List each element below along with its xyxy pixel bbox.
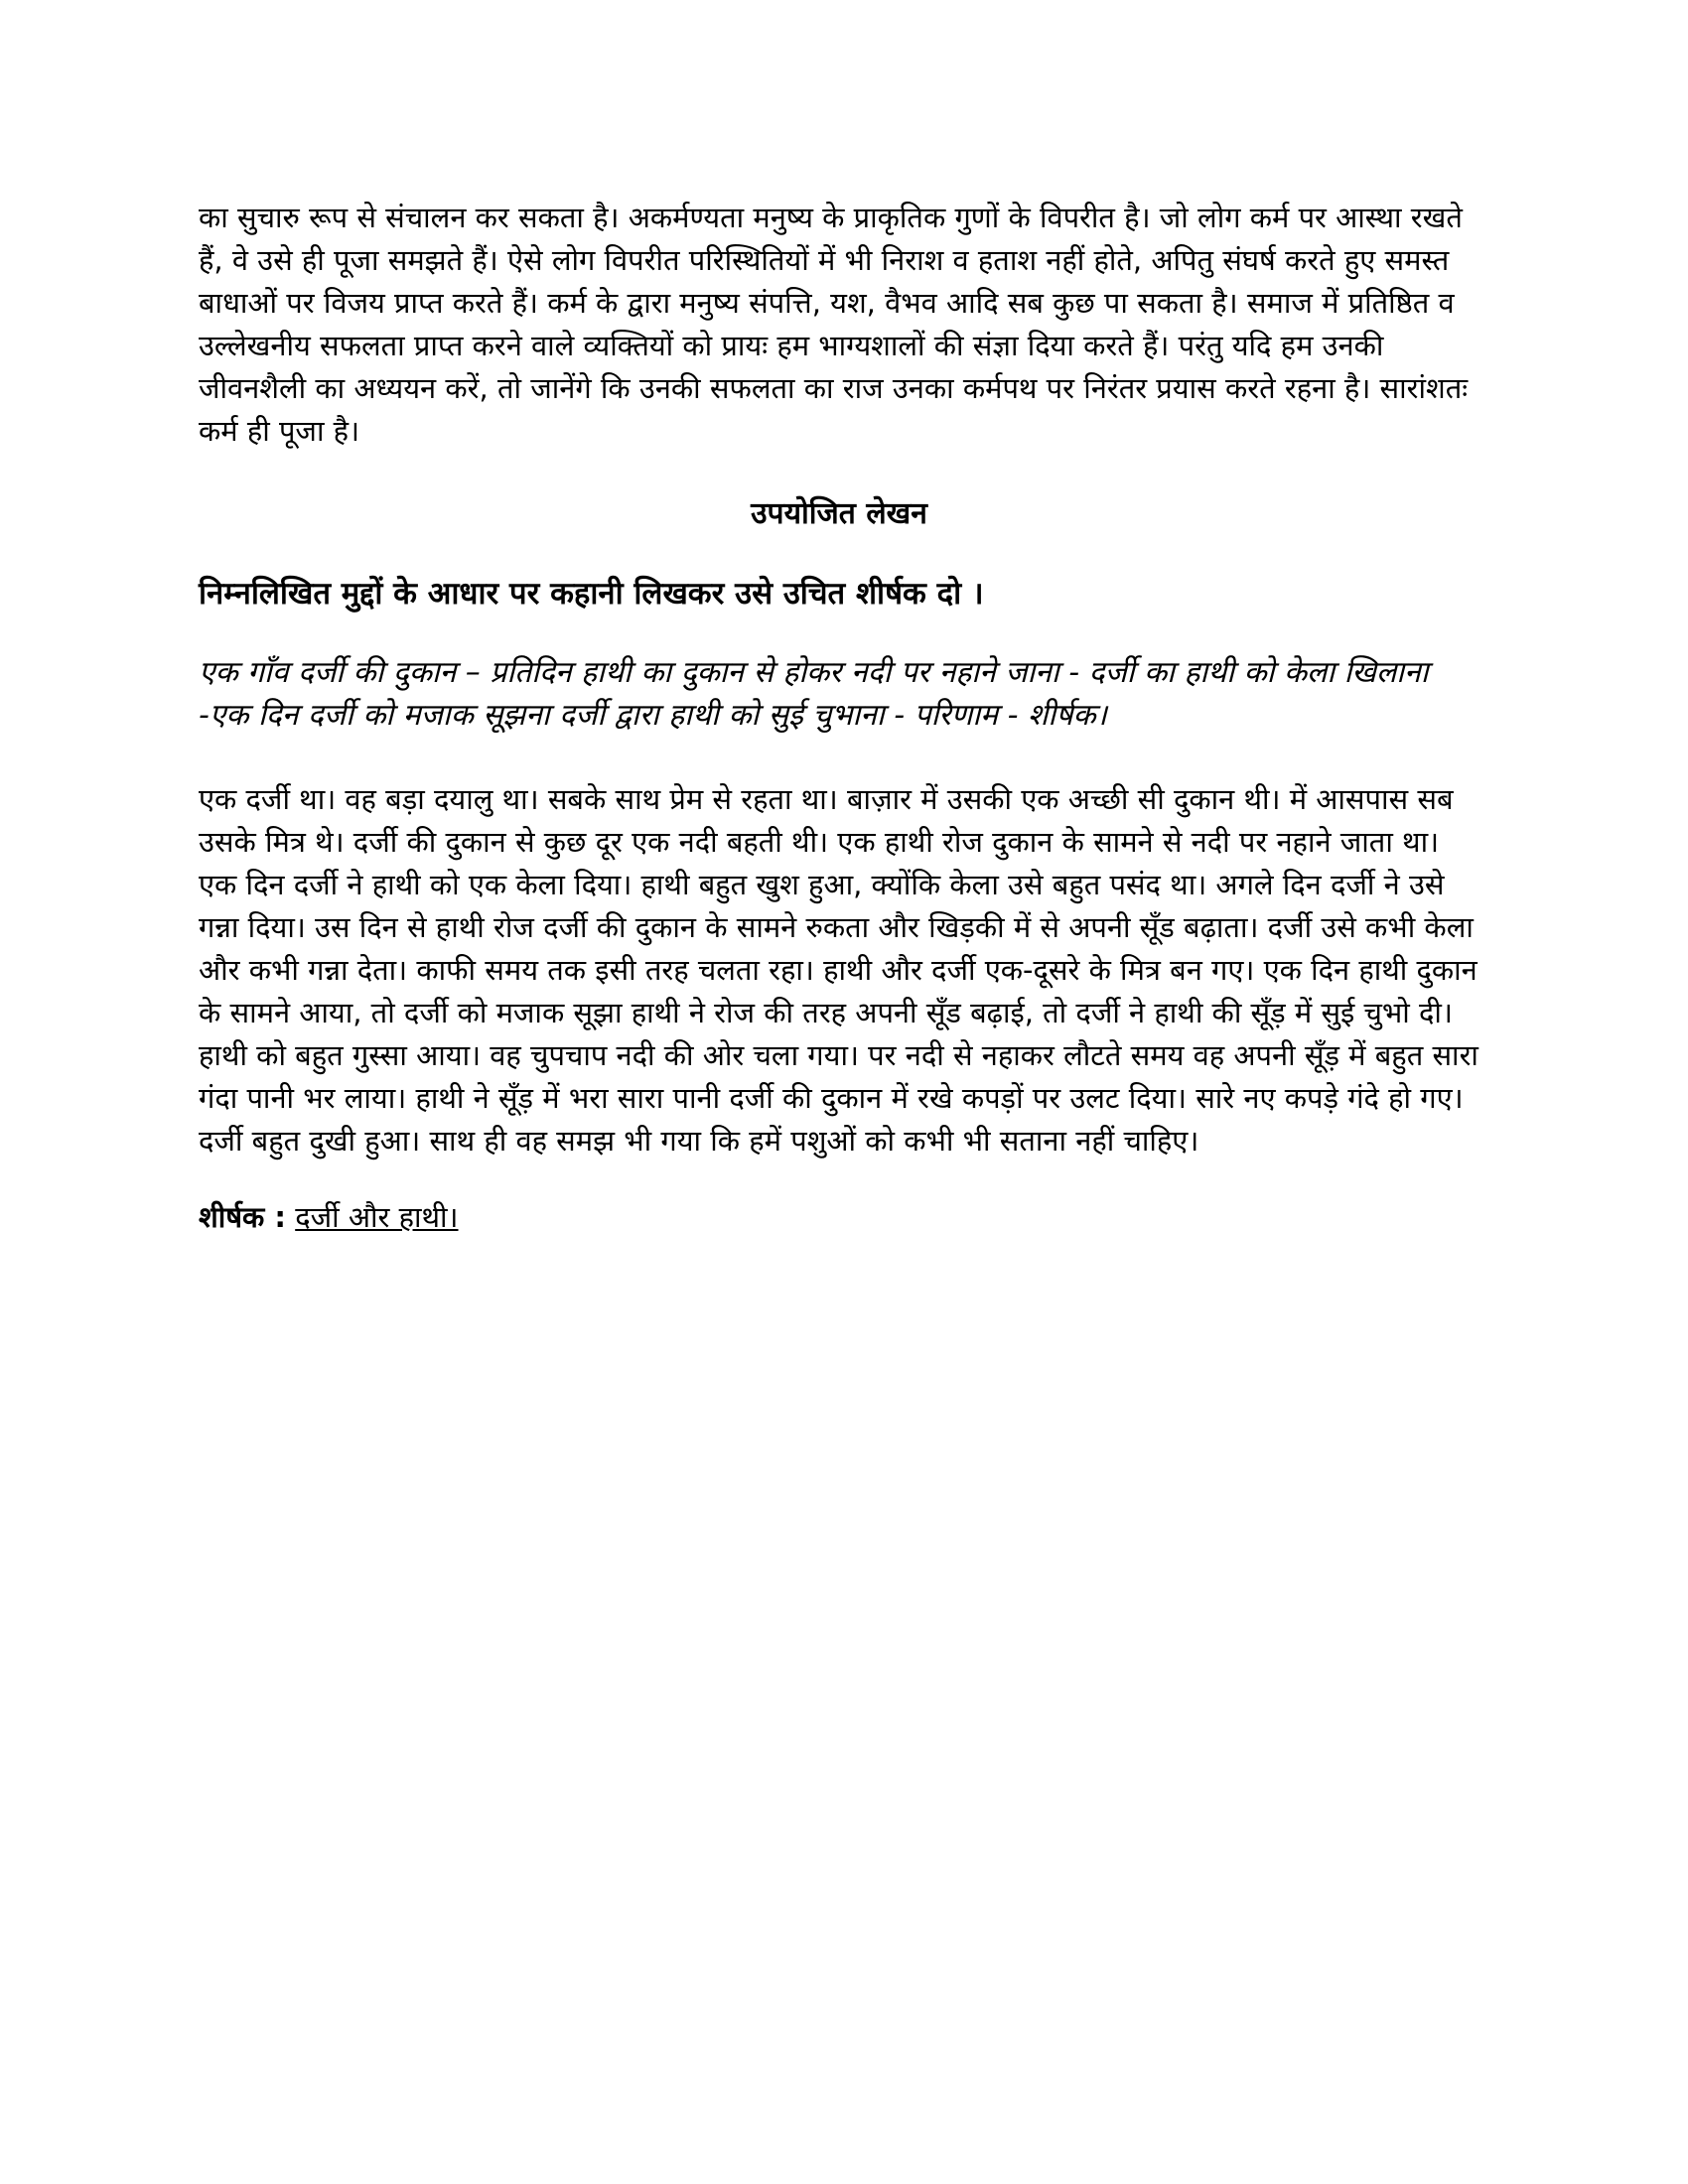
intro-paragraph: का सुचारु रूप से संचालन कर सकता है। अकर्मण्यता मनुष्य के प्राकृतिक गुणों के विपरीत है। जो लोग कर्म पर आस्था रखते हैं, वे उसे ही पूजा समझते हैं। ऐसे लोग विपरीत परिस्थितियों में भी निराश व हताश नहीं होते, अपितु संघर्ष करते हुए समस्त बाधाओं पर विजय प्राप्त करते हैं। कर्म के द्वारा मनुष्य संपत्ति, यश, वैभव आदि सब कुछ पा सकता है। समाज में प्रतिष्ठित व उल्लेखनीय सफलता प्राप्त करने वाले व्यक्तियों को प्रायः हम भाग्यशालों की संज्ञा दिया करते हैं। परंतु यदि हम उनकी जीवनशैली का अध्ययन करें, तो जानेंगे कि उनकी सफलता का राज उनका कर्मपथ पर निरंतर प्रयास करते रहना है। सारांशतः कर्म ही पूजा है। [199, 201, 1469, 448]
title-value: दर्जी और हाथी। [295, 1200, 459, 1234]
document-page [199, 197, 1479, 1239]
story-paragraph: एक दर्जी था। वह बड़ा दयालु था। सबके साथ प्रेम से रहता था। बाज़ार में उसकी एक अच्छी सी दुकान थी। में आसपास सब उसके मित्र थे। दर्जी की दुकान से कुछ दूर एक नदी बहती थी। एक हाथी रोज दुकान के सामने से नदी पर नहाने जाता था। एक दिन दर्जी ने हाथी को एक केला दिया। हाथी बहुत खुश हुआ, क्योंकि केला उसे बहुत पसंद था। अगले दिन दर्जी ने उसे गन्ना दिया। उस दिन से हाथी रोज दर्जी की दुकान के सामने रुकता और खिड़की में से अपनी सूँड बढ़ाता। दर्जी उसे कभी केला और कभी गन्ना देता। काफी समय तक इसी तरह चलता रहा। हाथी और दर्जी एक-दूसरे के मित्र बन गए। एक दिन हाथी दुकान के सामने आया, तो दर्जी को मजाक सूझा हाथी ने रोज की तरह अपनी सूँड बढ़ाई, तो दर्जी ने हाथी की सूँड़ में सुई चुभो दी। हाथी को बहुत गुस्सा आया। वह चुपचाप नदी की ओर चला गया। पर नदी से नहाकर लौटते समय वह अपनी सूँड़ में बहुत सारा गंदा पानी भर लाया। हाथी ने सूँड़ में भरा सारा पानी दर्जी की दुकान में रखे कपड़ों पर उलट दिया। सारे नए कपड़े गंदे हो गए। दर्जी बहुत दुखी हुआ। साथ ही वह समझ भी गया कि हमें पशुओं को कभी भी सताना नहीं चाहिए। [199, 782, 1478, 1158]
story-title-line [199, 1196, 1479, 1239]
section-heading: उपयोजित लेखन [751, 496, 927, 531]
question-prompt: निम्नलिखित मुद्दों के आधार पर कहानी लिखकर उसे उचित शीर्षक दो । [199, 576, 984, 612]
title-label: शीर्षक : [199, 1200, 286, 1234]
story-points: एक गाँव दर्जी की दुकान – प्रतिदिन हाथी का दुकान से होकर नदी पर नहाने जाना - दर्जी का हाथी को केला खिलाना -एक दिन दर्जी को मजाक सूझना दर्जी द्वारा हाथी को सुई चुभाना - परिणाम - शीर्षक। [199, 655, 1429, 733]
